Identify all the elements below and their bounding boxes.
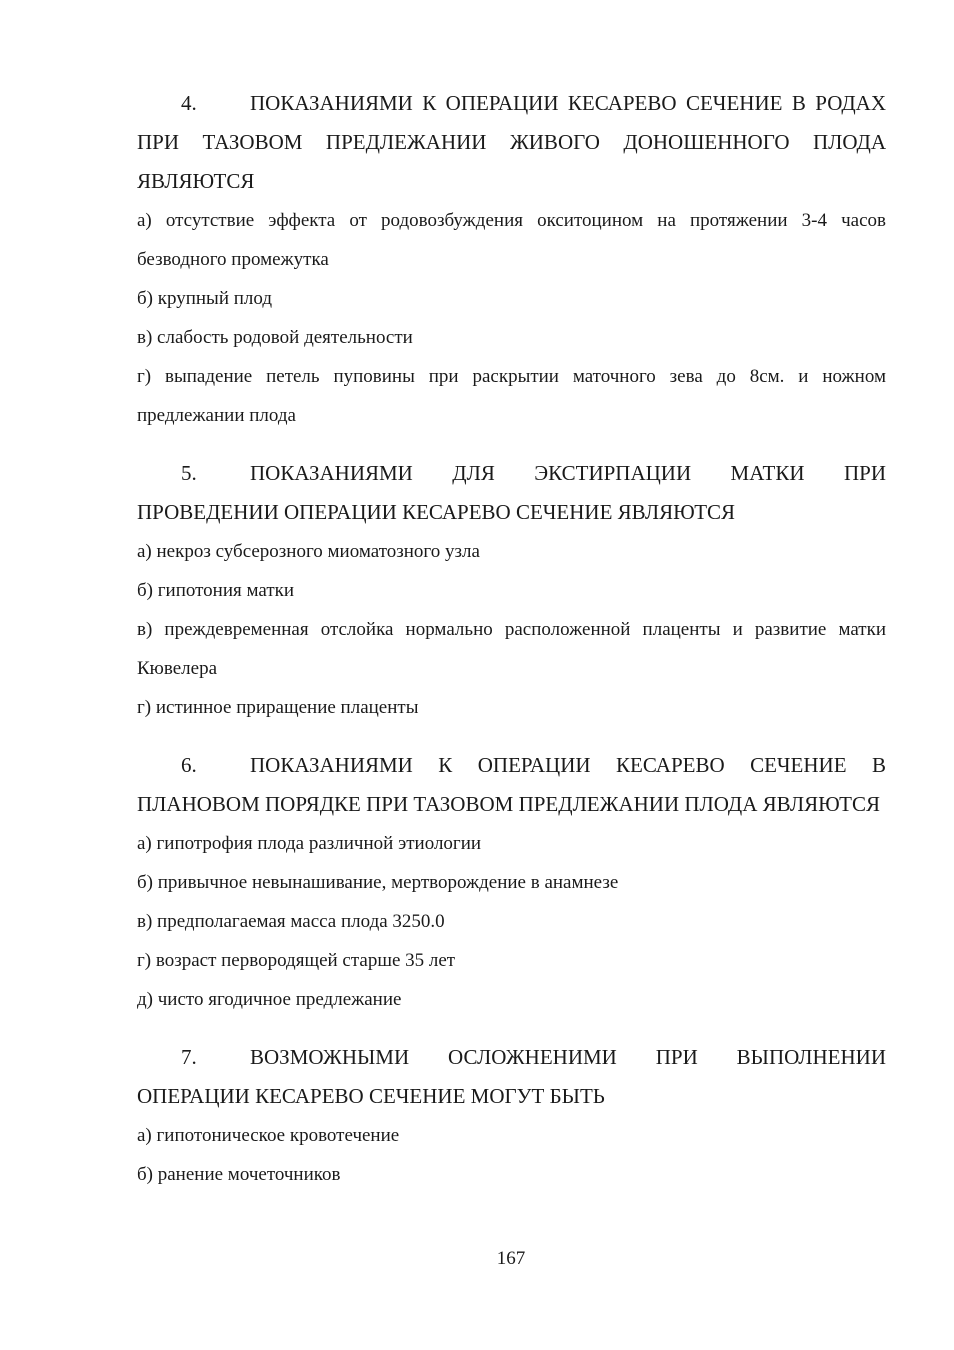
question-number: 4. — [181, 91, 197, 115]
spacer — [137, 727, 886, 746]
page-number: 167 — [496, 1248, 526, 1269]
question-number: 5. — [181, 461, 197, 485]
question-title — [137, 84, 886, 201]
question-title — [137, 454, 886, 532]
question-text: ПОКАЗАНИЯМИ К ОПЕРАЦИИ КЕСАРЕВО СЕЧЕНИЕ В РОДАХ ПРИ ТАЗОВОМ ПРЕДЛЕЖАНИИ ЖИВОГО ДОНОШЕННОГО ПЛОДА ЯВЛЯЮТСЯ — [137, 91, 886, 193]
answer-option: д) чисто ягодичное предлежание — [137, 989, 402, 1010]
document-page — [137, 84, 886, 1194]
answer-option: г) выпадение петель пуповины при раскрытии маточного зева до 8см. и ножном предлежании плода — [137, 366, 886, 426]
answer-option: г) истинное приращение плаценты — [137, 697, 419, 718]
question-title — [137, 746, 886, 824]
spacer — [137, 1019, 886, 1038]
question-5 — [137, 454, 886, 727]
answer-option: в) преждевременная отслойка нормально расположенной плаценты и развитие матки Кювелера — [137, 619, 886, 679]
answer-option: а) гипотоническое кровотечение — [137, 1125, 400, 1146]
spacer — [137, 435, 886, 454]
question-text: ВОЗМОЖНЫМИ ОСЛОЖНЕНИМИ ПРИ ВЫПОЛНЕНИИ ОПЕРАЦИИ КЕСАРЕВО СЕЧЕНИЕ МОГУТ БЫТЬ — [137, 1045, 886, 1108]
question-number: 7. — [181, 1045, 197, 1069]
answer-option: г) возраст первородящей старше 35 лет — [137, 950, 456, 971]
answer-option: б) крупный плод — [137, 288, 273, 309]
question-text: ПОКАЗАНИЯМИ К ОПЕРАЦИИ КЕСАРЕВО СЕЧЕНИЕ В ПЛАНОВОМ ПОРЯДКЕ ПРИ ТАЗОВОМ ПРЕДЛЕЖАНИИ ПЛОДА ЯВЛЯЮТСЯ — [137, 753, 886, 816]
answer-option: б) привычное невынашивание, мертворождение в анамнезе — [137, 872, 619, 893]
question-text: ПОКАЗАНИЯМИ ДЛЯ ЭКСТИРПАЦИИ МАТКИ ПРИ ПРОВЕДЕНИИ ОПЕРАЦИИ КЕСАРЕВО СЕЧЕНИЕ ЯВЛЯЮТСЯ — [137, 461, 886, 524]
answer-option: б) гипотония матки — [137, 580, 295, 601]
question-6 — [137, 746, 886, 1019]
answer-option: а) гипотрофия плода различной этиологии — [137, 833, 482, 854]
answer-option: в) предполагаемая масса плода 3250.0 — [137, 911, 445, 932]
answer-option: а) отсутствие эффекта от родовозбуждения окситоцином на протяжении 3-4 часов безводного промежутка — [137, 210, 886, 270]
question-4 — [137, 84, 886, 435]
answer-option: в) слабость родовой деятельности — [137, 327, 413, 348]
question-7 — [137, 1038, 886, 1194]
answer-option: б) ранение мочеточников — [137, 1164, 341, 1185]
question-title — [137, 1038, 886, 1116]
question-number: 6. — [181, 753, 197, 777]
answer-option: а) некроз субсерозного миоматозного узла — [137, 541, 480, 562]
